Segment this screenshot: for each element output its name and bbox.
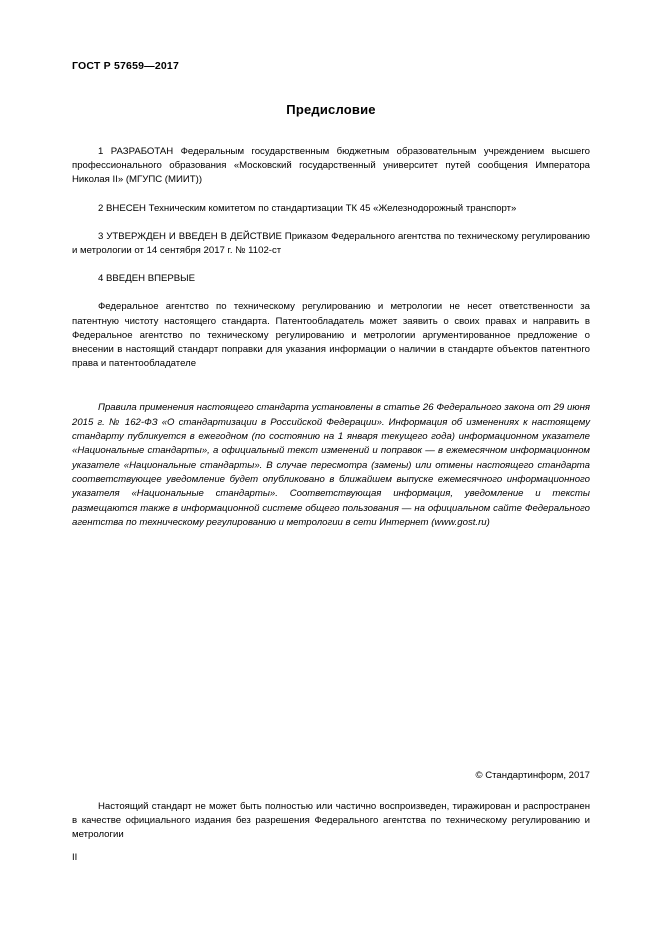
copyright-line: © Стандартинформ, 2017 xyxy=(475,770,590,781)
reproduction-notice xyxy=(72,800,590,843)
application-rules-block xyxy=(72,401,590,530)
page-number: II xyxy=(72,852,78,863)
paragraph-1-razrabotan: 1 РАЗРАБОТАН Федеральным государственным бюджетным образовательным учреждением высшего профессионального образования «Московский государственный университет путей сообщения Императора Николая II» (МГУПС (МИИТ)) xyxy=(72,146,590,186)
paragraph-patent-notice: Федеральное агентство по техническому регулированию и метрологии не несет ответственности за патентную чистоту настоящего стандарта. Патентообладатель может заявить о своих правах и направить в Федеральное агентство по техническому регулированию и метрологии аргументированное предложение о внесении в настоящий стандарт поправки для указания информации о наличии в стандарте объектов патентного права и патентообладателе xyxy=(72,301,590,370)
paragraph-3-utverzhden: 3 УТВЕРЖДЕН И ВВЕДЕН В ДЕЙСТВИЕ Приказом Федерального агентства по техническому регулированию и метрологии от 14 сентября 2017 г. № 1102-ст xyxy=(72,230,590,257)
reproduction-notice-text: Настоящий стандарт не может быть полностью или частично воспроизведен, тиражирован и распространен в качестве официального издания без разрешения Федерального агентства по техническому регулированию и метрологии xyxy=(72,801,590,841)
page-title: Предисловие xyxy=(286,102,376,117)
standard-code-header: ГОСТ Р 57659—2017 xyxy=(72,60,180,72)
paragraph-2-vnesen: 2 ВНЕСЕН Техническим комитетом по стандартизации ТК 45 «Железнодорожный транспорт» xyxy=(98,202,517,214)
page-content xyxy=(72,60,590,530)
application-rules-text: Правила применения настоящего стандарта установлены в статье 26 Федерального закона от 29 июня 2015 г. № 162-ФЗ «О стандартизации в Российской Федерации». Информация об изменениях к настоящему стандарту публикуется в ежегодном (по состоянию на 1 января текущего года) информационном указателе «Национальные стандарты», а официальный текст изменений и поправок — в ежемесячном информационном указателе «Национальные стандарты». В случае пересмотра (замены) или отмены настоящего стандарта соответствующее уведомление будет опубликовано в ближайшем выпуске ежемесячного информационного указателя «Национальные стандарты». Соответствующая информация, уведомление и тексты размещаются также в информационной системе общего пользования — на официальном сайте Федерального агентства по техническому регулированию и метрологии в сети Интернет (www.gost.ru) xyxy=(72,402,590,528)
paragraph-4-vveden-vpervye: 4 ВВЕДЕН ВПЕРВЫЕ xyxy=(98,273,196,285)
